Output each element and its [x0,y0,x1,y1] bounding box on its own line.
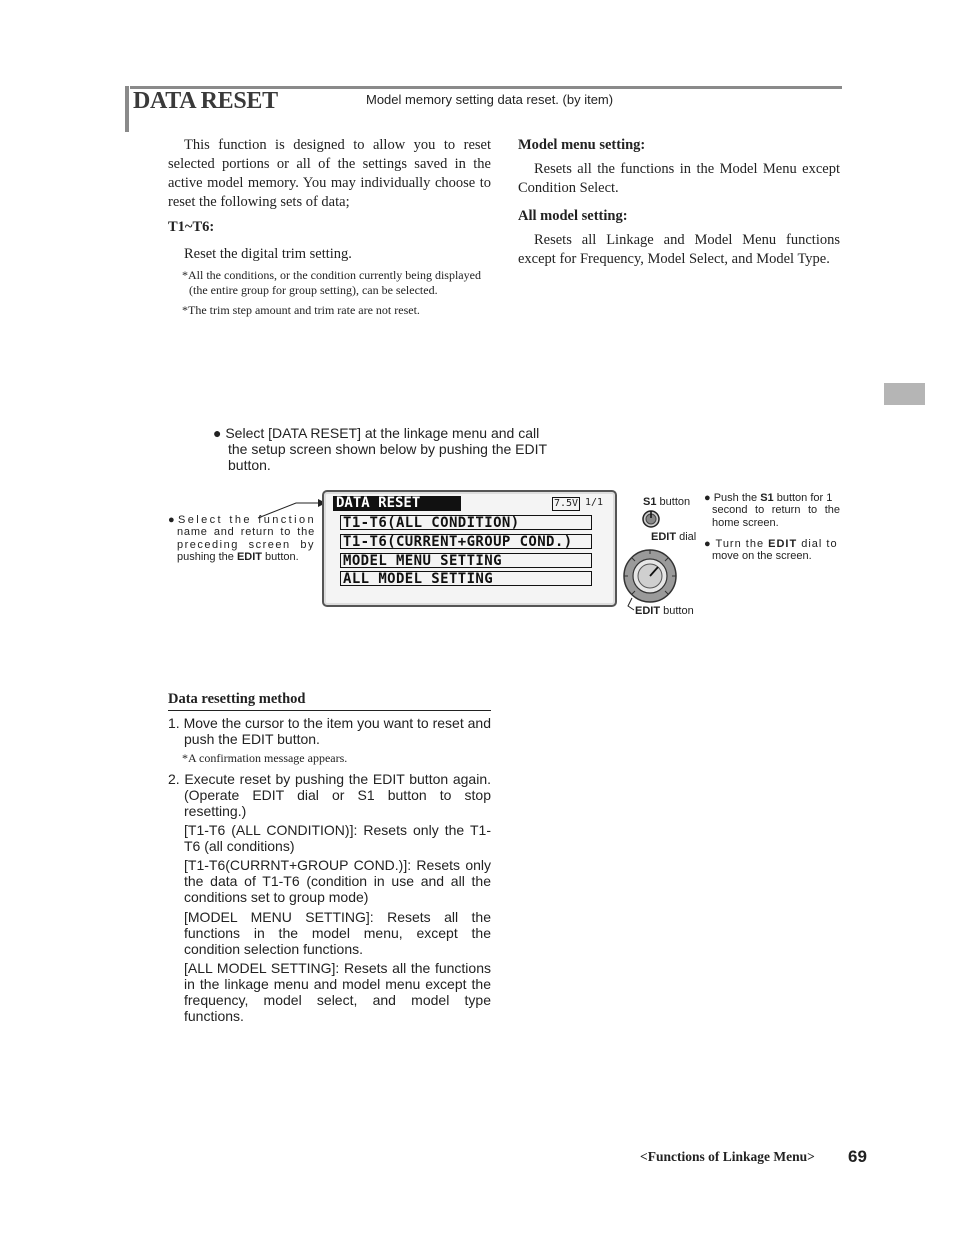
note-s1-line1 [704,492,832,505]
lcd-row-t1t6-all-condition[interactable]: T1-T6(ALL CONDITION) [340,515,592,530]
lcd-row-all-model-setting[interactable]: ALL MODEL SETTING [340,571,592,586]
edit-button-label-bold: EDIT [635,605,661,617]
t1t6-note1-line2: (the entire group for group setting), can be selected. [189,283,438,297]
method-underline [168,710,491,711]
callout-line4 [177,551,299,564]
lcd-screen [322,490,617,607]
method-item-model-menu: [MODEL MENU SETTING]: Resets all the functions in the model menu, except the condition selection functions. [184,909,491,957]
callout-line4-pre: pushing the [177,551,237,563]
footer-section-label: <Functions of Linkage Menu> [640,1149,815,1164]
all-model-text: Resets all Linkage and Model Menu functions except for Frequency, Model Select, and Model Type. [518,232,840,267]
method-heading: Data resetting method [168,691,306,707]
callout-line2: name and return to the [177,526,315,538]
note-s1-pre: ● Push the [704,492,761,504]
note-edit-post: dial to [797,538,838,550]
s1-button-label [643,496,690,509]
t1t6-text: Reset the digital trim setting. [184,246,352,262]
method-item-current-group: [T1-T6(CURRNT+GROUP COND.)]: Resets only the data of T1-T6 (condition in use and all the conditions set to group mode) [184,857,491,905]
note-s1-bold: S1 [760,492,774,504]
note-edit-pre: ● Turn the [704,538,769,550]
edit-dial-icon[interactable] [618,540,682,614]
callout-line4-bold: EDIT [236,551,262,563]
method-item-all-condition: [T1-T6 (ALL CONDITION)]: Resets only the T1-T6 (all conditions) [184,822,491,854]
t1t6-heading: T1~T6: [168,219,215,235]
note-edit-line1 [704,538,838,551]
note-s1-line3: home screen. [712,517,779,529]
battery-indicator: 7.5V [554,498,579,509]
select-instruction-line1: ● Select [DATA RESET] at the linkage menu and call [213,425,540,441]
note-edit-line2: move on the screen. [712,550,812,562]
page-number: 69 [848,1147,867,1166]
method-step1: 1. Move the cursor to the item you want to reset and push the EDIT button. [168,715,491,747]
edit-button-label-text: button [660,605,694,617]
lcd-title: DATA RESET [333,496,461,511]
section-side-tab [884,383,925,405]
note-s1-post: button for 1 [773,492,833,504]
s1-label-bold: S1 [643,496,657,508]
lcd-row-t1t6-current-group[interactable]: T1-T6(CURRENT+GROUP COND.) [340,534,592,549]
page-title: DATA RESET [133,88,278,114]
callout-line4-post: button. [262,551,299,563]
model-menu-text: Resets all the functions in the Model Menu except Condition Select. [518,161,840,196]
t1t6-note2: *The trim step amount and trim rate are not reset. [182,303,420,317]
select-instruction-line3: button. [228,457,271,473]
select-instruction-line2: the setup screen shown below by pushing the EDIT [228,441,548,457]
method-step2: 2. Execute reset by pushing the EDIT button again. (Operate EDIT dial or S1 button to stop resetting.) [168,771,491,819]
edit-dial-label-text: dial [676,531,697,543]
callout-arrow [256,496,328,520]
note-s1-line2: second to return to the [712,504,840,516]
s1-label-text: button [656,496,691,508]
s1-button-icon[interactable] [640,508,662,530]
intro-paragraph: This function is designed to allow you to reset selected portions or all of the settings saved in the active model memory. You may individually choose to reset the following sets of data; [168,137,491,210]
header-left-bar [125,86,129,132]
note-edit-bold: EDIT [768,538,798,550]
model-menu-heading: Model menu setting: [518,137,646,153]
callout-line1: ●Select the function [168,514,316,526]
all-model-heading: All model setting: [518,208,628,224]
t1t6-note1-line1: *All the conditions, or the condition currently being displayed [182,268,481,282]
page-indicator: 1/1 [585,497,604,508]
page-subtitle: Model memory setting data reset. (by item) [366,92,614,107]
edit-button-label [635,605,694,618]
method-step1-note: *A confirmation message appears. [182,751,348,765]
callout-line3: preceding screen by [177,539,315,551]
method-item-all-model: [ALL MODEL SETTING]: Resets all the functions in the linkage menu and model menu except the frequency, model select, and model type functions. [184,960,491,1024]
lcd-row-model-menu-setting[interactable]: MODEL MENU SETTING [340,553,592,568]
edit-dial-label-bold: EDIT [651,531,677,543]
